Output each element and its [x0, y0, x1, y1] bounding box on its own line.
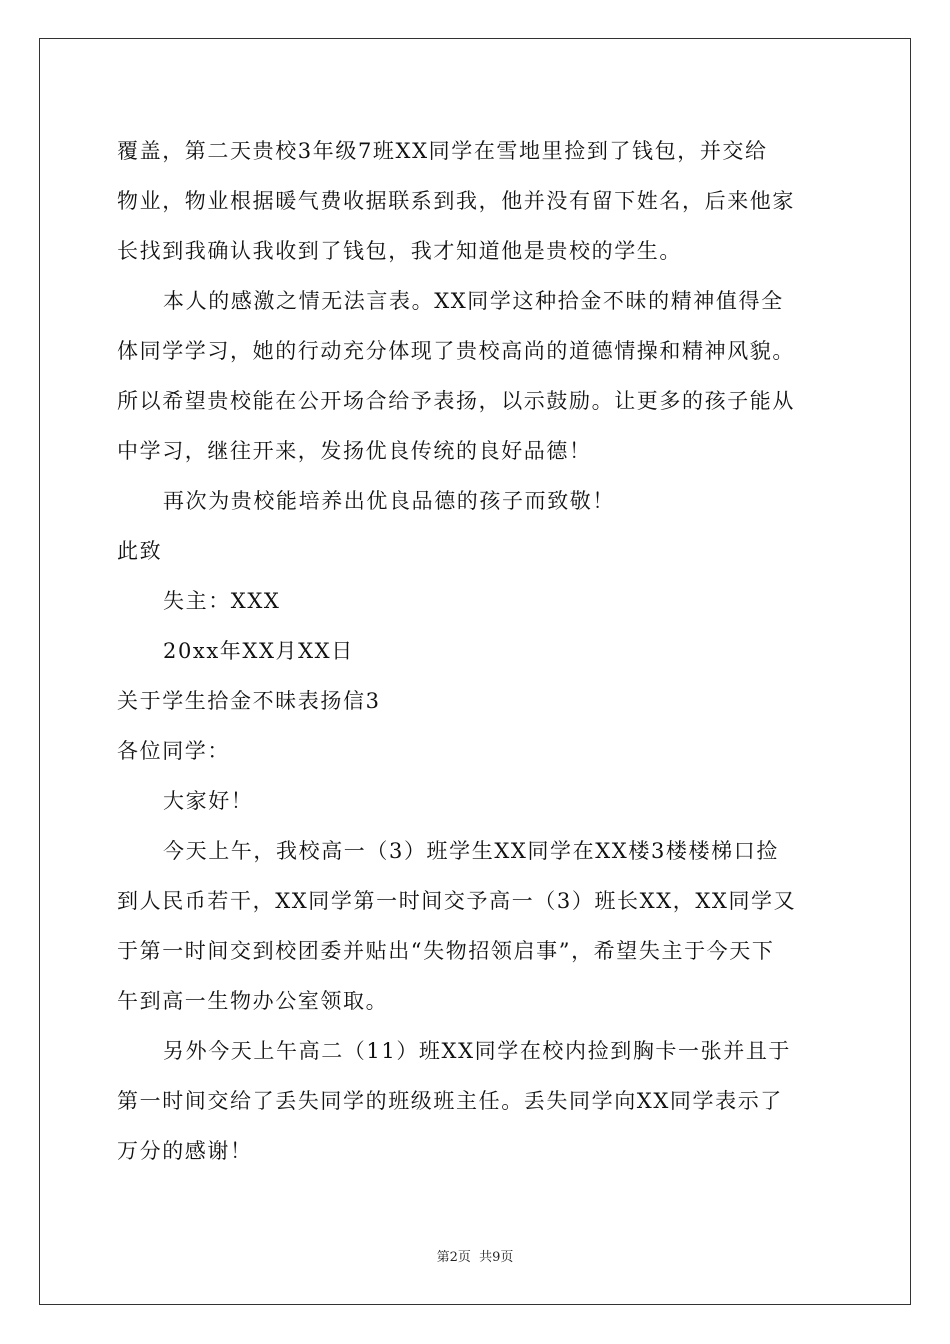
page-footer [0, 1246, 950, 1265]
text-line: 第一时间交给了丢失同学的班级班主任。丢失同学向XX同学表示了 [117, 1089, 783, 1113]
text-line: 体同学学习，她的行动充分体现了贵校高尚的道德情操和精神风貌。 [117, 339, 795, 363]
text-line: 到人民币若干，XX同学第一时间交予高一（3）班长XX，XX同学又 [117, 889, 797, 913]
paragraph-start: 本人的感激之情无法言表。XX同学这种拾金不昧的精神值得全 [163, 289, 784, 313]
text-line: 长找到我确认我收到了钱包，我才知道他是贵校的学生。 [117, 239, 682, 263]
text-line: 物业，物业根据暖气费收据联系到我，他并没有留下姓名，后来他家 [117, 189, 795, 213]
paragraph-start: 再次为贵校能培养出优良品德的孩子而致敬！ [163, 489, 615, 513]
text-line: 万分的感谢！ [117, 1139, 253, 1163]
text-line: 覆盖，第二天贵校3年级7班XX同学在雪地里捡到了钱包，并交给 [117, 139, 768, 163]
page-number: 第2页 [436, 1250, 471, 1265]
date-line: 20xx年XX月XX日 [163, 639, 354, 663]
document-body [117, 126, 833, 1176]
text-line: 午到高一生物办公室领取。 [117, 989, 389, 1013]
section-title: 关于学生拾金不昧表扬信3 [117, 689, 381, 713]
signature: 失主：XXX [163, 589, 281, 613]
greeting: 各位同学： [117, 739, 230, 763]
text-line: 于第一时间交到校团委并贴出“失物招领启事”，希望失主于今天下 [117, 939, 775, 963]
text-line: 中学习，继往开来，发扬优良传统的良好品德！ [117, 439, 592, 463]
greeting-line: 大家好！ [163, 789, 254, 813]
closing-salutation: 此致 [117, 539, 163, 563]
paragraph-start: 另外今天上午高二（11）班XX同学在校内捡到胸卡一张并且于 [163, 1039, 792, 1063]
paragraph-start: 今天上午，我校高一（3）班学生XX同学在XX楼3楼楼梯口捡 [163, 839, 779, 863]
page-total: 共9页 [479, 1250, 514, 1265]
text-line: 所以希望贵校能在公开场合给予表扬，以示鼓励。让更多的孩子能从 [117, 389, 795, 413]
